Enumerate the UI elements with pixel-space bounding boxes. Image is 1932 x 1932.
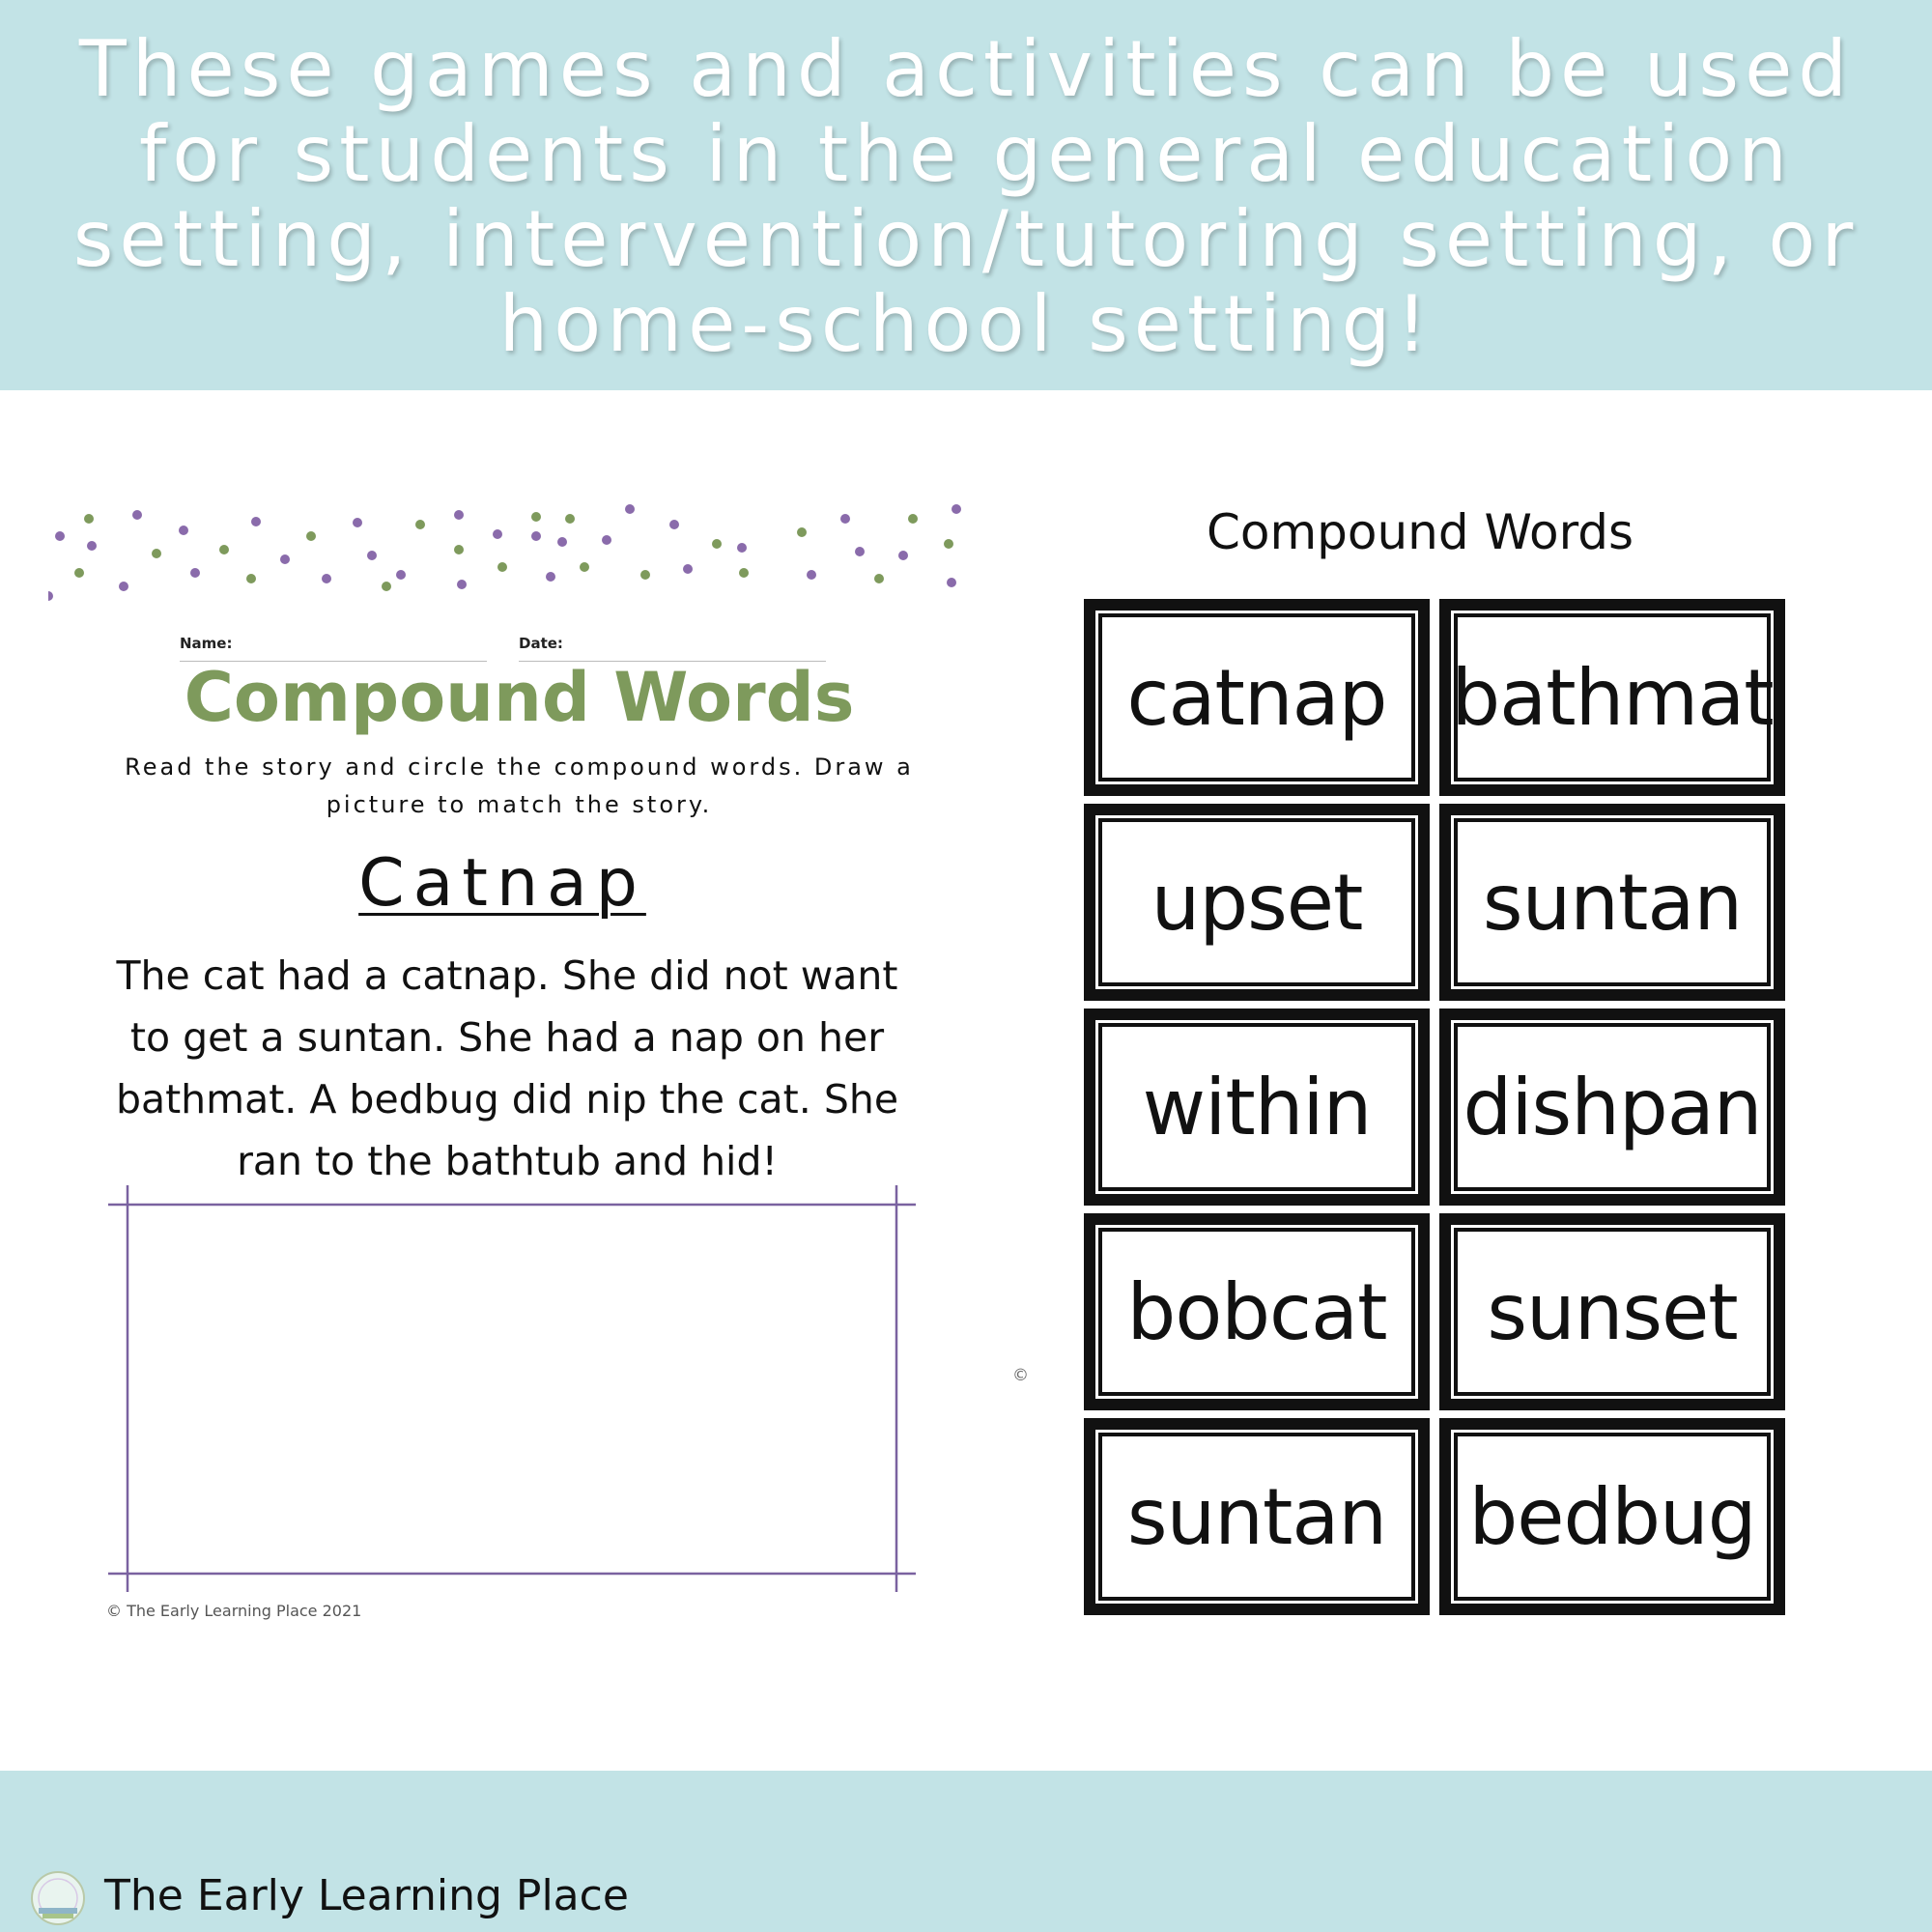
drawing-frame <box>106 1183 923 1594</box>
copyright-mark: © <box>1012 1366 1029 1385</box>
top-banner <box>0 0 1932 390</box>
word-card[interactable] <box>1439 599 1785 796</box>
word-card[interactable] <box>1439 1213 1785 1410</box>
word-card-text: within <box>1142 1062 1372 1152</box>
word-card-text: bobcat <box>1126 1266 1387 1357</box>
word-card[interactable] <box>1084 804 1430 1001</box>
word-card-text: bedbug <box>1468 1471 1756 1562</box>
word-card-text: dishpan <box>1463 1062 1762 1152</box>
cards-title: Compound Words <box>1206 504 1634 560</box>
word-card-text: sunset <box>1487 1266 1738 1357</box>
word-card[interactable] <box>1439 1418 1785 1615</box>
worksheet-copyright: © The Early Learning Place 2021 <box>106 1602 362 1620</box>
word-card-text: suntan <box>1126 1471 1387 1562</box>
worksheet-title: Compound Words <box>184 658 855 737</box>
story-text: The cat had a catnap. She did not want to get a suntan. She had a nap on her bathmat. A bedbug did nip the cat. She ran to the bathtub and hid! <box>115 952 899 1184</box>
word-card-text: catnap <box>1126 652 1387 743</box>
word-card[interactable] <box>1084 1009 1430 1206</box>
word-card[interactable] <box>1439 804 1785 1001</box>
word-card[interactable] <box>1084 1418 1430 1615</box>
brand-logo-icon <box>29 1869 87 1927</box>
word-card[interactable] <box>1084 599 1430 796</box>
word-card[interactable] <box>1439 1009 1785 1206</box>
word-card-text: bathmat <box>1451 652 1774 743</box>
story-title: Catnap <box>358 845 646 922</box>
word-card-grid <box>1084 599 1785 1617</box>
banner-text: These games and activities can be used for students in the general education setting, intervention/tutoring setting, or home-school setting! <box>72 24 1860 369</box>
date-label: Date: <box>519 635 563 652</box>
name-label: Name: <box>180 635 233 652</box>
brand-name: The Early Learning Place <box>104 1871 629 1920</box>
decorative-dots <box>48 497 966 604</box>
word-card[interactable] <box>1084 1213 1430 1410</box>
word-card-text: suntan <box>1482 857 1743 948</box>
worksheet-instructions: Read the story and circle the compound words. Draw a picture to match the story. <box>125 753 914 818</box>
word-card-text: upset <box>1151 857 1363 948</box>
